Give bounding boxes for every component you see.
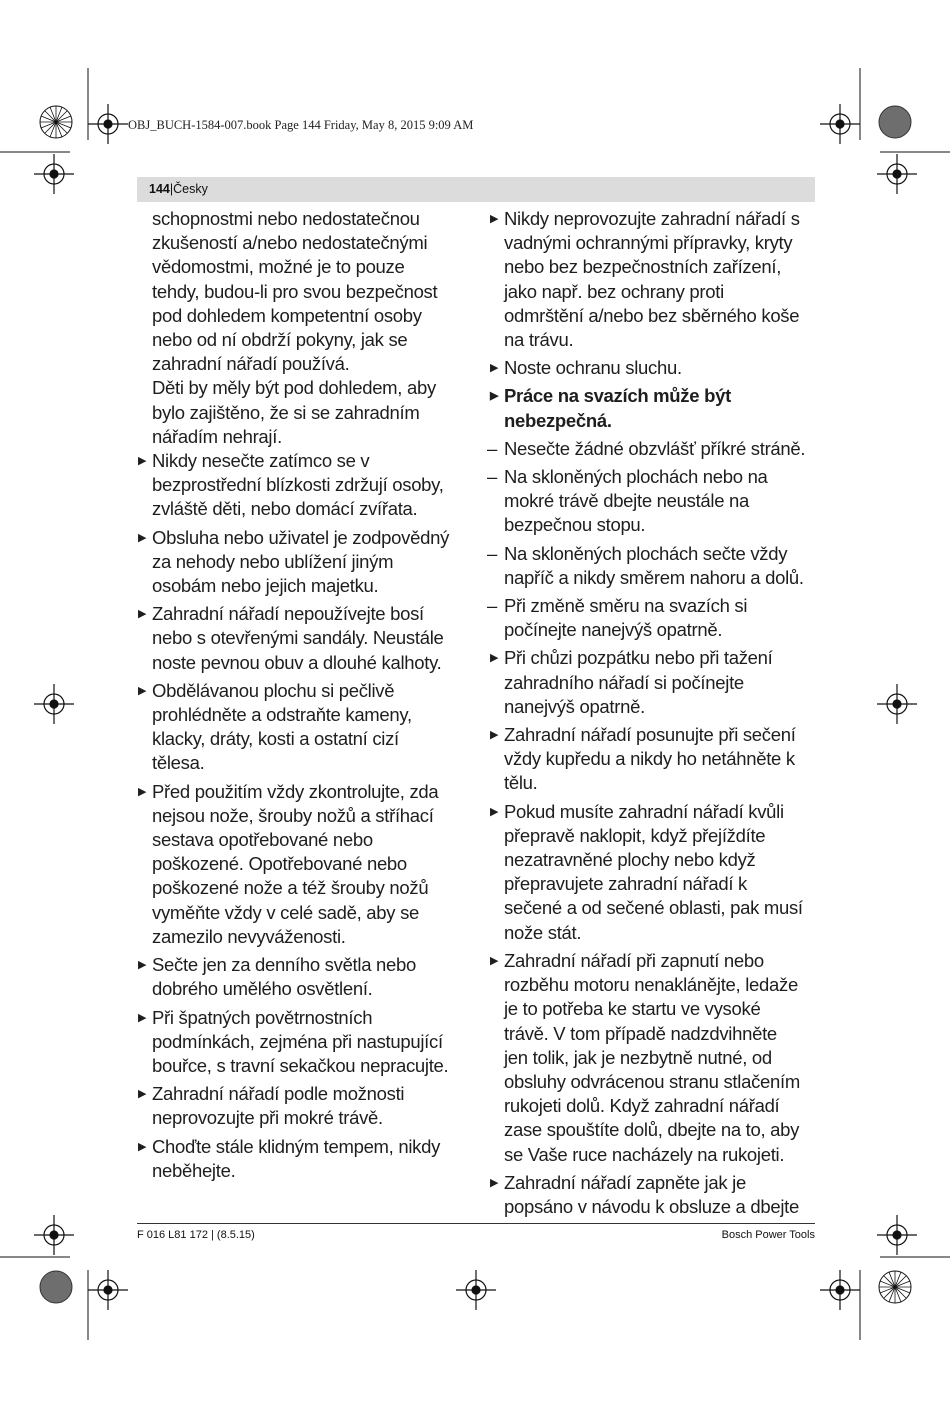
text-line: trávě. V tom případě nadzdvihněte (504, 1022, 777, 1044)
text-line: noste pevnou obuv a dlouhé kalhoty. (152, 651, 442, 673)
text-line: počínejte nanejvýš opatrně. (504, 619, 723, 641)
text-line: Před použitím vždy zkontrolujte, zda (152, 780, 439, 802)
footer-brand: Bosch Power Tools (721, 1229, 815, 1241)
bullet-item (135, 449, 465, 522)
text-line: nebezpečná. (504, 409, 612, 431)
text-line: Nikdy nesečte zatímco se v (152, 450, 370, 472)
bullet-item (135, 602, 465, 675)
text-line: zkušeností a/nebo nedostatečnými (152, 232, 428, 254)
triangle-bullet-icon: ▶ (490, 805, 499, 818)
text-line: tělu. (504, 772, 538, 794)
triangle-bullet-icon: ▶ (490, 213, 499, 225)
text-line: poškozené. Opotřebované nebo (152, 853, 407, 875)
text-line: mokré trávě dbejte neustále na (504, 490, 750, 512)
text-line: nejsou nože, šrouby nožů a stříhací (152, 804, 434, 826)
text-line: Sečte jen za denního světla nebo (152, 954, 416, 976)
text-line: Děti by měly být pod dohledem, aby (152, 377, 436, 399)
dash-item (487, 437, 817, 461)
bullet-item (135, 953, 465, 1001)
header-language: Česky (173, 182, 208, 196)
text-line: popsáno v návodu k obsluze a dbejte (504, 1195, 799, 1217)
bullet-item (487, 646, 817, 719)
text-line: přepravě naklopit, když přejíždíte (504, 824, 766, 846)
text-line: Při změně směru na svazích si (504, 595, 748, 617)
text-line: nářadím nehrají. (152, 425, 282, 447)
text-line: Obsluha nebo uživatel je zodpovědný (152, 526, 450, 548)
text-line: zvláště děti, nebo domácí zvířata. (152, 498, 418, 520)
text-line: vyměňte vždy v celé sadě, aby se (152, 901, 420, 923)
text-line: pod dohledem kompetentní osoby (152, 304, 422, 326)
text-line: je to potřeba ke startu ve vysoké (504, 998, 761, 1020)
text-line: bezpečnou stopu. (504, 514, 646, 536)
dash-marker: – (487, 437, 497, 459)
text-line: neběhejte. (152, 1159, 236, 1181)
text-line: jako např. bez ochrany proti (504, 280, 724, 302)
text-line: Pokud musíte zahradní nářadí kvůli (504, 800, 784, 822)
text-line: jen tolik, jak je nezbytně nutné, od (504, 1046, 772, 1068)
text-line: Při špatných povětrnostních (152, 1006, 373, 1028)
text-line: Na skloněných plochách nebo na (504, 466, 768, 488)
bullet-item (487, 1171, 817, 1219)
text-line: obsluhy odvrácenou stranu stlačením (504, 1070, 800, 1092)
text-line: na trávu. (504, 329, 574, 351)
text-line: Nesečte žádné obzvlášť příkré stráně. (504, 437, 806, 459)
bullet-item (135, 780, 465, 949)
text-line: bylo zajištěno, že si se zahradním (152, 401, 420, 423)
text-line: vědomostmi, možné je to pouze (152, 256, 405, 278)
triangle-bullet-icon: ▶ (138, 959, 147, 972)
text-line: podmínkách, zejména při nastupující (152, 1030, 443, 1052)
triangle-bullet-icon: ▶ (490, 729, 499, 742)
text-line: neprovozujte při mokré trávě. (152, 1107, 383, 1129)
paragraph (135, 207, 465, 376)
text-line: odmrštění a/nebo bez sběrného koše (504, 304, 800, 326)
text-line: Na skloněných plochách sečte vždy (504, 542, 788, 564)
text-line: Zahradní nářadí podle možnosti (152, 1083, 405, 1105)
dash-marker: – (487, 595, 497, 617)
triangle-bullet-icon: ▶ (138, 1088, 147, 1101)
right-column (487, 207, 817, 1223)
header-separator: | (169, 182, 174, 196)
left-column (135, 207, 465, 1187)
page-header (149, 182, 208, 196)
text-line: sečené a od sečené oblasti, pak musí (504, 897, 803, 919)
triangle-bullet-icon: ▶ (490, 652, 499, 665)
page-footer (137, 1223, 815, 1241)
text-line: Práce na svazích může být (504, 385, 731, 407)
text-line: nanejvýš opatrně. (504, 695, 645, 717)
text-line: Zahradní nářadí při zapnutí nebo (504, 949, 764, 971)
triangle-bullet-icon: ▶ (138, 1011, 147, 1024)
bullet-item (135, 679, 465, 776)
text-line: Zahradní nářadí zapněte jak je (504, 1171, 746, 1193)
text-line: za nehody nebo ublížení jiným (152, 550, 394, 572)
text-line: bezprostřední blízkosti zdržují osoby, (152, 474, 444, 496)
text-line: dobrého umělého osvětlení. (152, 978, 373, 1000)
text-line: Nikdy neprovozujte zahradní nářadí s (504, 208, 800, 229)
triangle-bullet-icon: ▶ (490, 390, 499, 403)
text-line: nebo bez bezpečnostních zařízení, (504, 256, 782, 278)
text-line: poškozené nože a též šrouby nožů (152, 877, 429, 899)
text-line: rukojeti dolů. Když zahradní nářadí (504, 1095, 780, 1117)
dash-item (487, 465, 817, 538)
triangle-bullet-icon: ▶ (490, 362, 499, 375)
page-header-bar (137, 177, 815, 202)
text-line: vždy kupředu a nikdy ho netáhněte k (504, 748, 795, 770)
text-line: rozběhu motoru nenaklánějte, ledaže (504, 974, 798, 996)
text-line: zahradní nářadí používá. (152, 353, 350, 375)
bullet-item (487, 384, 817, 432)
triangle-bullet-icon: ▶ (490, 954, 499, 967)
text-line: nebo s otevřenými sandály. Neustále (152, 627, 444, 649)
bullet-item (135, 1082, 465, 1130)
dash-marker: – (487, 466, 497, 488)
footer-doc-code: F 016 L81 172 | (8.5.15) (137, 1229, 255, 1241)
text-line: přepravujete zahradní nářadí k (504, 873, 747, 895)
triangle-bullet-icon: ▶ (138, 455, 147, 468)
triangle-bullet-icon: ▶ (138, 684, 147, 697)
triangle-bullet-icon: ▶ (490, 1176, 499, 1189)
text-line: Noste ochranu sluchu. (504, 357, 682, 379)
triangle-bullet-icon: ▶ (138, 785, 147, 798)
bullet-item (135, 1006, 465, 1079)
text-line: Obdělávanou plochu si pečlivě (152, 679, 395, 701)
bullet-item (487, 356, 817, 380)
print-slug: OBJ_BUCH-1584-007.book Page 144 Friday, May 8, 2015 9:09 AM (128, 118, 474, 132)
dash-marker: – (487, 542, 497, 564)
text-line: sestava opotřebované nebo (152, 829, 373, 851)
bullet-item (487, 949, 817, 1167)
dash-item (487, 542, 817, 590)
text-line: napříč a nikdy směrem nahoru a dolů. (504, 566, 804, 588)
text-line: se Vaše ruce nacházely na rukojeti. (504, 1143, 785, 1165)
text-line: Při chůzi pozpátku nebo při tažení (504, 647, 773, 669)
text-line: prohlédněte a odstraňte kameny, (152, 704, 412, 726)
text-line: zase spouštíte dolů, dbejte na to, aby (504, 1119, 800, 1141)
text-line: bouřce, s travní sekačkou nepracujte. (152, 1054, 449, 1076)
text-line: tělesa. (152, 752, 205, 774)
text-line: zamezilo nevyváženosti. (152, 925, 346, 947)
triangle-bullet-icon: ▶ (138, 531, 147, 544)
bullet-item (135, 526, 465, 599)
paragraph (135, 376, 465, 449)
text-line: zahradního nářadí si počínejte (504, 671, 744, 693)
bullet-item (135, 1135, 465, 1183)
text-line: osobám nebo jejich majetku. (152, 575, 379, 597)
text-line: Zahradní nářadí nepoužívejte bosí (152, 603, 424, 625)
text-line: nože stát. (504, 921, 582, 943)
text-line: vadnými ochrannými přípravky, kryty (504, 232, 793, 254)
text-line: nebo od ní obdrží pokyny, jak se (152, 329, 408, 351)
bullet-item (487, 723, 817, 796)
triangle-bullet-icon: ▶ (138, 608, 147, 621)
text-line: klacky, dráty, kosti a ostatní cizí (152, 728, 399, 750)
bullet-item (487, 207, 817, 352)
text-line: Choďte stále klidným tempem, nikdy (152, 1135, 441, 1157)
dash-item (487, 594, 817, 642)
text-line: schopnostmi nebo nedostatečnou (152, 208, 420, 229)
text-line: tehdy, budou-li pro svou bezpečnost (152, 280, 438, 302)
text-line: Zahradní nářadí posunujte při sečení (504, 724, 796, 746)
triangle-bullet-icon: ▶ (138, 1140, 147, 1153)
page-number: 144 (149, 182, 170, 196)
bullet-item (487, 800, 817, 945)
text-line: nezatravněné plochy nebo když (504, 849, 756, 871)
